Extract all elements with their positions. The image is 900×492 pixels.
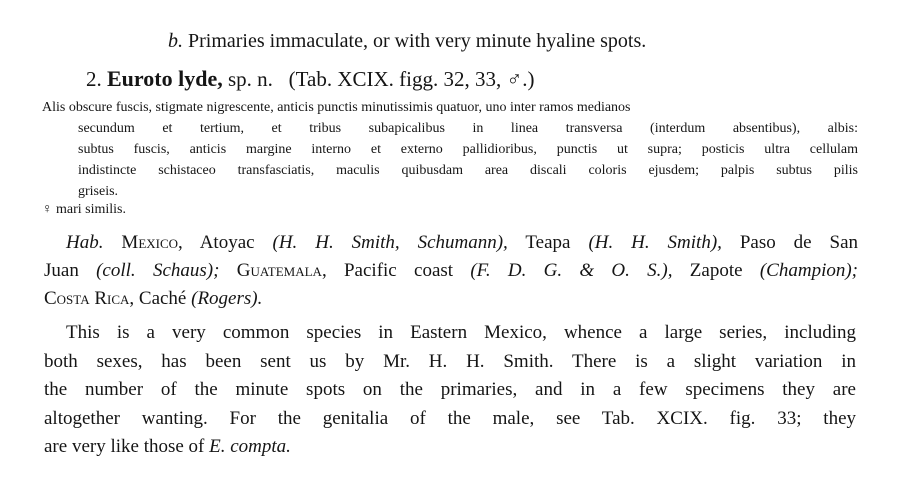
remarks-line-5	[44, 433, 856, 462]
habitat-line-1: Hab. Mexico, Atoyac (H. H. Smith, Schumann), Teapa (H. H. Smith), Paso de San	[66, 232, 859, 253]
locality-pacific-coast: Pacific coast	[343, 260, 454, 281]
habitat-block	[44, 229, 858, 313]
species-status: sp. n.	[227, 67, 273, 91]
locality-cache: Caché	[138, 288, 187, 309]
locality-zapote: Zapote	[689, 260, 743, 281]
key-text: Primaries immaculate, or with very minute hyaline spots.	[188, 30, 647, 52]
habitat-line-2	[44, 257, 858, 285]
latin-description-block	[78, 118, 858, 202]
remarks-line-4: altogether wanting. For the genitalia of the male, see Tab. XCIX. fig. 33; they	[44, 407, 856, 429]
remarks-line-2: both sexes, has been sent us by Mr. H. H. Smith. There is a slight variation in	[44, 350, 856, 372]
key-subheading	[168, 30, 646, 53]
collector-atoyac: (H. H. Smith, Schumann),	[272, 232, 508, 253]
female-note: ♀ mari similis.	[42, 202, 126, 217]
species-heading	[86, 66, 534, 92]
collector-pacific: (F. D. G. & O. S.),	[470, 260, 673, 281]
collector-paso: (coll. Schaus);	[96, 260, 220, 281]
latin-description-line-4: indistincte schistaceo transfasciatis, maculis quibusdam area discali coloris ejusdem; palpis subtus pilis	[78, 163, 858, 178]
species-number: 2.	[86, 67, 102, 91]
remarks-paragraph	[44, 319, 856, 462]
key-marker: b.	[168, 30, 183, 52]
locality-teapa: Teapa	[525, 232, 571, 253]
species-name: Euroto lyde,	[107, 66, 223, 91]
latin-description-line-3: subtus fuscis, anticis margine interno et externo pallidioribus, punctis ut supra; posticis ultra cellulam	[78, 142, 858, 157]
remarks-line-3: the number of the minute spots on the primaries, and in a few specimens they are	[44, 379, 856, 400]
habitat-label: Hab.	[66, 232, 104, 253]
collector-zapote: (Champion);	[759, 260, 858, 281]
latin-description-line-5: griseis.	[78, 184, 119, 199]
compared-species: E. compta.	[209, 436, 291, 457]
collector-teapa: (H. H. Smith),	[588, 232, 722, 253]
locality-paso-de-san-juan-b: Juan	[44, 260, 79, 281]
remarks-line-1: This is a very common species in Eastern Mexico, whence a large series, including	[66, 322, 856, 343]
locality-paso-de-san-juan-a: Paso de San	[739, 232, 859, 253]
latin-description-line-2: secundum et tertium, et tribus subapicalibus in linea transversa (interdum absentibus), albis:	[78, 121, 858, 136]
country-costa-rica: Costa Rica,	[44, 288, 135, 309]
plate-reference: (Tab. XCIX. figg. 32, 33, ♂.)	[288, 67, 535, 91]
locality-atoyac: Atoyac	[199, 232, 255, 253]
country-mexico: Mexico	[121, 232, 179, 253]
collector-cache: (Rogers).	[191, 288, 263, 309]
habitat-line-3	[44, 285, 858, 313]
latin-description-line-1: Alis obscure fuscis, stigmate nigrescente, anticis punctis minutissimis quatuor, uno inter ramos medianos	[42, 100, 631, 115]
country-guatemala: Guatemala,	[236, 260, 327, 281]
remarks-line-5-text: are very like those of	[44, 436, 205, 457]
